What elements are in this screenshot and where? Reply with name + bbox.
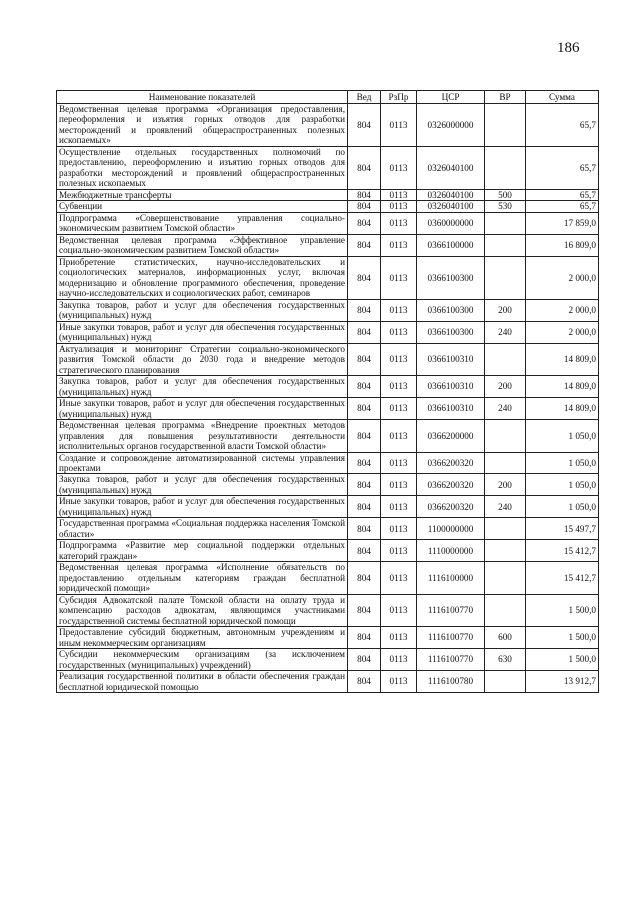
row-ved-cell: 804: [348, 420, 381, 452]
row-ved-cell: 804: [348, 518, 381, 540]
row-csr-cell: 0366100310: [417, 343, 485, 375]
row-rzpr-cell: 0113: [381, 671, 417, 693]
row-sum-cell: 14 809,0: [526, 376, 599, 398]
row-sum-cell: 2 000,0: [526, 299, 599, 321]
row-rzpr-cell: 0113: [381, 649, 417, 671]
table-row: [57, 518, 599, 540]
row-name-cell: Ведомственная целевая программа «Внедрение проектных методов управления для повышения результативности деятельности исполнительных органов государственной власти Томской области»: [57, 420, 348, 452]
row-ved-cell: 804: [348, 671, 381, 693]
row-name-cell: Ведомственная целевая программа «Организация предоставления, переоформления и изъятия горных отводов для разработки месторождений и проявлений общераспространенных полезных ископаемых»: [57, 104, 348, 147]
table-body: [57, 104, 599, 693]
row-name-cell: Закупка товаров, работ и услуг для обеспечения государственных (муниципальных) нужд: [57, 299, 348, 321]
row-vr-cell: 240: [485, 398, 526, 420]
table-row: [57, 146, 599, 189]
row-ved-cell: 804: [348, 398, 381, 420]
budget-table: [56, 90, 599, 693]
header-ved: Вед: [348, 91, 381, 104]
table-row: [57, 540, 599, 562]
row-ved-cell: 804: [348, 234, 381, 256]
row-rzpr-cell: 0113: [381, 104, 417, 147]
row-vr-cell: [485, 452, 526, 474]
row-name-cell: Ведомственная целевая программа «Исполнение обязательств по предоставлению отдельным категориям граждан бесплатной юридической помощи»: [57, 562, 348, 594]
row-csr-cell: 0326000000: [417, 104, 485, 147]
row-rzpr-cell: 0113: [381, 234, 417, 256]
table-row: [57, 376, 599, 398]
row-name-cell: Создание и сопровождение автоматизированной системы управления проектами: [57, 452, 348, 474]
row-sum-cell: 14 809,0: [526, 343, 599, 375]
table-row: [57, 562, 599, 594]
row-name-cell: Государственная программа «Социальная поддержка населения Томской области»: [57, 518, 348, 540]
row-sum-cell: 15 412,7: [526, 562, 599, 594]
row-csr-cell: 1100000000: [417, 518, 485, 540]
row-csr-cell: 0360000000: [417, 212, 485, 234]
row-ved-cell: 804: [348, 256, 381, 299]
row-ved-cell: 804: [348, 496, 381, 518]
row-name-cell: Подпрограмма «Развитие мер социальной поддержки отдельных категорий граждан»: [57, 540, 348, 562]
table-row: [57, 321, 599, 343]
row-ved-cell: 804: [348, 104, 381, 147]
row-ved-cell: 804: [348, 201, 381, 212]
row-vr-cell: [485, 671, 526, 693]
row-rzpr-cell: 0113: [381, 343, 417, 375]
row-csr-cell: 0366200320: [417, 496, 485, 518]
row-ved-cell: 804: [348, 649, 381, 671]
row-ved-cell: 804: [348, 562, 381, 594]
row-csr-cell: 0366200320: [417, 474, 485, 496]
row-csr-cell: 1116100000: [417, 562, 485, 594]
row-name-cell: Приобретение статистических, научно-исследовательских и социологических материалов, информационных услуг, включая модернизацию и обновление программного обеспечения, проведение научно-исследовательских и социологических работ, семинаров: [57, 256, 348, 299]
row-ved-cell: 804: [348, 189, 381, 200]
row-sum-cell: 1 500,0: [526, 594, 599, 626]
row-rzpr-cell: 0113: [381, 146, 417, 189]
table-row: [57, 104, 599, 147]
table-row: [57, 256, 599, 299]
row-csr-cell: 1116100770: [417, 649, 485, 671]
row-ved-cell: 804: [348, 299, 381, 321]
row-sum-cell: 65,7: [526, 104, 599, 147]
row-vr-cell: 200: [485, 376, 526, 398]
table-row: [57, 398, 599, 420]
row-vr-cell: [485, 104, 526, 147]
table-row: [57, 649, 599, 671]
row-ved-cell: 804: [348, 627, 381, 649]
row-name-cell: Закупка товаров, работ и услуг для обеспечения государственных (муниципальных) нужд: [57, 474, 348, 496]
row-sum-cell: 1 050,0: [526, 420, 599, 452]
row-name-cell: Иные закупки товаров, работ и услуг для обеспечения государственных (муниципальных) нужд: [57, 321, 348, 343]
row-vr-cell: 200: [485, 299, 526, 321]
row-sum-cell: 15 412,7: [526, 540, 599, 562]
table-row: [57, 496, 599, 518]
table-row: [57, 594, 599, 626]
row-name-cell: Реализация государственной политики в области обеспечения граждан бесплатной юридической помощью: [57, 671, 348, 693]
row-vr-cell: 240: [485, 496, 526, 518]
row-csr-cell: 0366200000: [417, 420, 485, 452]
row-vr-cell: [485, 212, 526, 234]
table-row: [57, 343, 599, 375]
row-vr-cell: [485, 562, 526, 594]
row-sum-cell: 17 859,0: [526, 212, 599, 234]
row-sum-cell: 15 497,7: [526, 518, 599, 540]
row-sum-cell: 14 809,0: [526, 398, 599, 420]
row-ved-cell: 804: [348, 321, 381, 343]
row-sum-cell: 65,7: [526, 146, 599, 189]
row-csr-cell: 0366100310: [417, 398, 485, 420]
table-row: [57, 671, 599, 693]
row-sum-cell: 16 809,0: [526, 234, 599, 256]
row-vr-cell: [485, 256, 526, 299]
row-name-cell: Закупка товаров, работ и услуг для обеспечения государственных (муниципальных) нужд: [57, 376, 348, 398]
table-header-row: [57, 91, 599, 104]
row-rzpr-cell: 0113: [381, 398, 417, 420]
row-csr-cell: 0366100300: [417, 321, 485, 343]
row-ved-cell: 804: [348, 452, 381, 474]
row-rzpr-cell: 0113: [381, 474, 417, 496]
row-ved-cell: 804: [348, 376, 381, 398]
row-vr-cell: 200: [485, 474, 526, 496]
table-row: [57, 627, 599, 649]
row-vr-cell: 530: [485, 201, 526, 212]
row-rzpr-cell: 0113: [381, 256, 417, 299]
row-sum-cell: 1 500,0: [526, 649, 599, 671]
row-vr-cell: [485, 343, 526, 375]
row-rzpr-cell: 0113: [381, 376, 417, 398]
row-name-cell: Субвенции: [57, 201, 348, 212]
row-sum-cell: 1 500,0: [526, 627, 599, 649]
row-csr-cell: 0366100000: [417, 234, 485, 256]
row-rzpr-cell: 0113: [381, 496, 417, 518]
row-ved-cell: 804: [348, 594, 381, 626]
row-ved-cell: 804: [348, 474, 381, 496]
row-csr-cell: 0366200320: [417, 452, 485, 474]
row-name-cell: Субсидии некоммерческим организациям (за исключением государственных (муниципальных) учреждений): [57, 649, 348, 671]
row-name-cell: Ведомственная целевая программа «Эффективное управление социально-экономическим развитием Томской области»: [57, 234, 348, 256]
table-row: [57, 452, 599, 474]
row-vr-cell: [485, 594, 526, 626]
row-rzpr-cell: 0113: [381, 201, 417, 212]
row-name-cell: Актуализация и мониторинг Стратегии социально-экономического развития Томской области до 2030 года и внедрение методов стратегического планирования: [57, 343, 348, 375]
row-rzpr-cell: 0113: [381, 518, 417, 540]
table-row: [57, 201, 599, 212]
row-rzpr-cell: 0113: [381, 189, 417, 200]
row-name-cell: Межбюджетные трансферты: [57, 189, 348, 200]
row-sum-cell: 1 050,0: [526, 496, 599, 518]
row-name-cell: Субсидия Адвокатской палате Томской области на оплату труда и компенсацию расходов адвокатам, являющимся участниками государственной системы бесплатной юридической помощи: [57, 594, 348, 626]
row-name-cell: Осуществление отдельных государственных полномочий по предоставлению, переоформлению и изъятию горных отводов для разработки месторождений и проявлений общераспространенных полезных ископаемых: [57, 146, 348, 189]
row-csr-cell: 0366100300: [417, 299, 485, 321]
table-row: [57, 420, 599, 452]
row-rzpr-cell: 0113: [381, 452, 417, 474]
row-rzpr-cell: 0113: [381, 562, 417, 594]
row-csr-cell: 0326040100: [417, 189, 485, 200]
row-csr-cell: 0326040100: [417, 201, 485, 212]
row-csr-cell: 1116100770: [417, 594, 485, 626]
row-ved-cell: 804: [348, 146, 381, 189]
row-ved-cell: 804: [348, 540, 381, 562]
row-csr-cell: 0366100300: [417, 256, 485, 299]
table-row: [57, 234, 599, 256]
row-csr-cell: 1116100770: [417, 627, 485, 649]
row-sum-cell: 1 050,0: [526, 474, 599, 496]
row-rzpr-cell: 0113: [381, 540, 417, 562]
row-vr-cell: [485, 146, 526, 189]
header-sum: Сумма: [526, 91, 599, 104]
row-rzpr-cell: 0113: [381, 420, 417, 452]
row-sum-cell: 65,7: [526, 189, 599, 200]
table-row: [57, 212, 599, 234]
row-rzpr-cell: 0113: [381, 627, 417, 649]
row-rzpr-cell: 0113: [381, 212, 417, 234]
row-csr-cell: 1110000000: [417, 540, 485, 562]
row-name-cell: Предоставление субсидий бюджетным, автономным учреждениям и иным некоммерческим организациям: [57, 627, 348, 649]
row-vr-cell: [485, 234, 526, 256]
row-rzpr-cell: 0113: [381, 299, 417, 321]
row-sum-cell: 2 000,0: [526, 256, 599, 299]
row-rzpr-cell: 0113: [381, 594, 417, 626]
row-ved-cell: 804: [348, 343, 381, 375]
row-csr-cell: 1116100780: [417, 671, 485, 693]
row-vr-cell: 630: [485, 649, 526, 671]
row-csr-cell: 0366100310: [417, 376, 485, 398]
row-vr-cell: [485, 518, 526, 540]
row-sum-cell: 2 000,0: [526, 321, 599, 343]
row-name-cell: Иные закупки товаров, работ и услуг для обеспечения государственных (муниципальных) нужд: [57, 398, 348, 420]
page-number: 186: [557, 40, 580, 56]
table-row: [57, 189, 599, 200]
row-name-cell: Иные закупки товаров, работ и услуг для обеспечения государственных (муниципальных) нужд: [57, 496, 348, 518]
row-vr-cell: [485, 420, 526, 452]
row-vr-cell: 240: [485, 321, 526, 343]
row-csr-cell: 0326040100: [417, 146, 485, 189]
row-name-cell: Подпрограмма «Совершенствование управления социально-экономическим развитием Томской области»: [57, 212, 348, 234]
row-ved-cell: 804: [348, 212, 381, 234]
header-csr: ЦСР: [417, 91, 485, 104]
row-rzpr-cell: 0113: [381, 321, 417, 343]
row-vr-cell: 600: [485, 627, 526, 649]
row-vr-cell: 500: [485, 189, 526, 200]
row-sum-cell: 13 912,7: [526, 671, 599, 693]
table-row: [57, 474, 599, 496]
row-sum-cell: 1 050,0: [526, 452, 599, 474]
row-sum-cell: 65,7: [526, 201, 599, 212]
table-row: [57, 299, 599, 321]
header-name: Наименование показателей: [57, 91, 348, 104]
header-rzpr: РзПр: [381, 91, 417, 104]
row-vr-cell: [485, 540, 526, 562]
header-vr: ВР: [485, 91, 526, 104]
